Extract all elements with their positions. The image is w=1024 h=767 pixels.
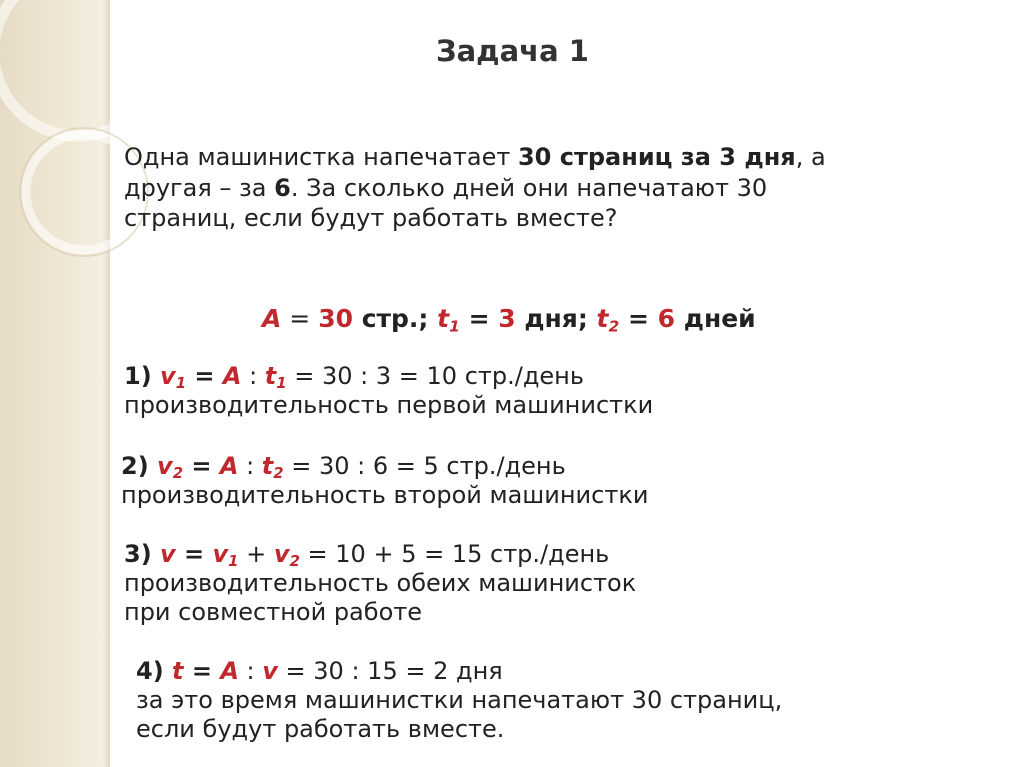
unit-text: дня;: [515, 304, 597, 333]
var-t2: [261, 452, 284, 483]
var-letter: v: [160, 362, 176, 390]
page-title: Задача 1: [436, 34, 589, 68]
var-v: v: [160, 540, 176, 568]
operator: :: [238, 657, 263, 685]
equals-sign: =: [186, 362, 223, 390]
var-v2: [157, 452, 184, 483]
var-v2: [273, 540, 300, 571]
var-A: A: [222, 362, 242, 390]
var-letter: t: [596, 304, 609, 333]
equals-sign: =: [175, 540, 213, 568]
var-A: A: [262, 304, 282, 333]
value-A: 30: [318, 304, 353, 333]
problem-text: другая – за: [124, 173, 275, 202]
step-3-description-line-2: при совместной работе: [124, 598, 422, 626]
step-1-description: производительность первой машинистки: [124, 391, 654, 419]
step-number: 2): [121, 452, 158, 480]
problem-emphasis: 6: [274, 173, 291, 202]
step-2-description: производительность второй машинистки: [121, 481, 649, 509]
problem-line-3: страниц, если будут работать вместе?: [124, 204, 618, 232]
operator: :: [241, 362, 265, 390]
subscript: 2: [172, 464, 184, 483]
problem-emphasis: 30 страниц за 3 дня: [517, 143, 796, 171]
subscript: 1: [175, 374, 187, 393]
var-v1: [212, 540, 239, 571]
problem-text: , а: [795, 143, 826, 171]
equals-sign: =: [459, 304, 499, 333]
step-2-formula: [121, 452, 648, 481]
equals-sign: =: [183, 657, 221, 685]
step-number: 3): [124, 540, 161, 568]
operator: :: [238, 452, 262, 480]
step-3-description-line-1: производительность обеих машинисток: [124, 569, 637, 597]
subscript: 1: [276, 374, 287, 393]
subscript: 2: [608, 317, 620, 336]
step-1-formula: [124, 362, 653, 391]
ring-large: [0, 0, 162, 136]
var-letter: t: [437, 304, 450, 333]
problem-statement: [124, 142, 826, 234]
equals-sign: =: [183, 452, 220, 480]
step-number: 4): [136, 657, 173, 685]
step-3-formula: [124, 540, 636, 569]
equals-sign: =: [281, 304, 319, 333]
value-t1: 3: [498, 304, 516, 333]
var-A: A: [220, 657, 239, 685]
var-letter: v: [212, 540, 229, 568]
var-letter: t: [264, 362, 277, 390]
step-1: [124, 362, 653, 420]
step-3: [124, 540, 636, 627]
equals-sign: =: [619, 304, 658, 333]
calculation: = 30 : 3 = 10 стр./день: [286, 362, 585, 390]
step-4-formula: [136, 657, 782, 686]
operator: +: [238, 540, 274, 568]
subscript: 1: [449, 317, 460, 336]
step-4: [136, 657, 782, 744]
var-letter: v: [273, 540, 290, 568]
var-v1: [160, 362, 187, 393]
problem-text: . За сколько дней они напечатают 30: [290, 173, 768, 202]
var-t1: [264, 362, 287, 393]
var-letter: v: [157, 452, 173, 480]
unit-text: дней: [675, 304, 756, 333]
var-A: A: [219, 452, 239, 480]
var-t: t: [172, 657, 184, 685]
calculation: = 30 : 6 = 5 стр./день: [283, 452, 566, 480]
step-4-description-line-2: если будут работать вместе.: [136, 715, 505, 743]
calculation: = 10 + 5 = 15 стр./день: [299, 540, 610, 568]
step-number: 1): [124, 362, 161, 390]
subscript: 2: [289, 552, 300, 571]
unit-text: стр.;: [353, 304, 438, 333]
step-4-description-line-1: за это время машинистки напечатают 30 страниц,: [136, 686, 783, 714]
problem-line-1: [124, 142, 826, 173]
var-t2: [596, 304, 620, 336]
subscript: 2: [273, 464, 284, 483]
step-2: [121, 452, 648, 510]
given-values: [262, 304, 756, 334]
var-v: v: [262, 657, 278, 685]
problem-line-2: [124, 173, 826, 204]
var-letter: t: [261, 452, 274, 480]
problem-text: Одна машинистка напечатает: [124, 143, 518, 171]
value-t2: 6: [657, 304, 676, 333]
calculation: = 30 : 15 = 2 дня: [277, 657, 503, 685]
var-t1: [437, 304, 460, 336]
subscript: 1: [228, 552, 239, 571]
